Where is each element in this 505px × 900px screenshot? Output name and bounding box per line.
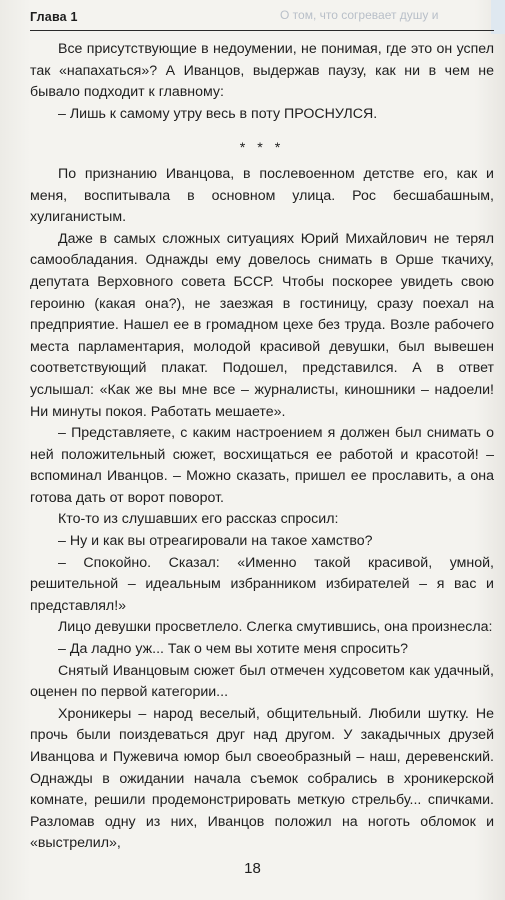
paragraph: – Да ладно уж... Так о чем вы хотите меня спросить? [58,641,409,658]
page-number: 18 [244,860,261,877]
paragraph: – Ну и как вы отреагировали на такое хамство? [58,533,373,550]
paragraph: Лицо девушки просветлело. Слегка смутившись, она произнесла: [58,619,493,636]
paragraph: Снятый Иванцовым сюжет был отмечен худсоветом как удачный, оценен по первой категории... [30,662,494,701]
body-text [30,39,494,855]
paragraph: – Спокойно. Сказал: «Именно такой красивой, умной, решительной – идеальным избранником избирателей – я вас и представлял!» [30,554,494,614]
paragraph: – Лишь к самому утру весь в поту ПРОСНУЛСЯ. [58,105,378,122]
paragraph: Все присутствующие в недоумении, не понимая, где это он успел так «напахаться»? А Иванцов, выдержав паузу, как ни в чем не бывало подходит к главному: [30,41,494,101]
section-break-asterisks: * * * [239,140,285,157]
running-title-bleedthrough: О том, что согревает душу и [280,8,439,22]
running-header [30,8,494,31]
paragraph: Кто-то из слушавших его рассказ спросил: [58,511,339,528]
paragraph: – Представляете, с каким настроением я должен был снимать о ней положительный сюжет, восхищаться ее работой и красотой! – вспоминал Иванцов. – Можно сказать, пришел ее прославить, а она готова дать от ворот поворот. [30,425,494,506]
paragraph: По признанию Иванцова, в послевоенном детстве его, как и меня, воспитывала в основном улица. Рос бесшабашным, хулиганистым. [30,165,494,226]
paragraph: Хроникеры – народ веселый, общительный. Любили шутку. Не прочь были поиздеваться друг над другом. У закадычных друзей Иванцова и Пужевича юмор был своеобразный – наш, деревенский. Однажды в ожидании начала съемок собрались в хроникерской комнате, решили продемонстрировать меткую стрельбу... спичками. Разломав одну из них, Иванцов положил на ноготь обломок и «выстрелил», [30,705,494,852]
chapter-label: Глава 1 [30,10,78,24]
paragraph: Даже в самых сложных ситуациях Юрий Михайлович не терял самообладания. Однажды ему довелось снимать в Орше ткачиху, депутата Верховного совета БССР. Чтобы поскорее увидеть свою героиню (какая она?), не заезжая в гостиницу, сразу поехал на предприятие. Нашел ее в громадном цехе без труда. Возле рабочего места парламентария, молодой красивой девушки, был вывешен соответствующий плакат. Подошел, представился. А в ответ услышал: «Как же вы мне все – журналисты, киношники – надоели! Ни минуты покоя. Работать мешаете». [30,230,494,420]
